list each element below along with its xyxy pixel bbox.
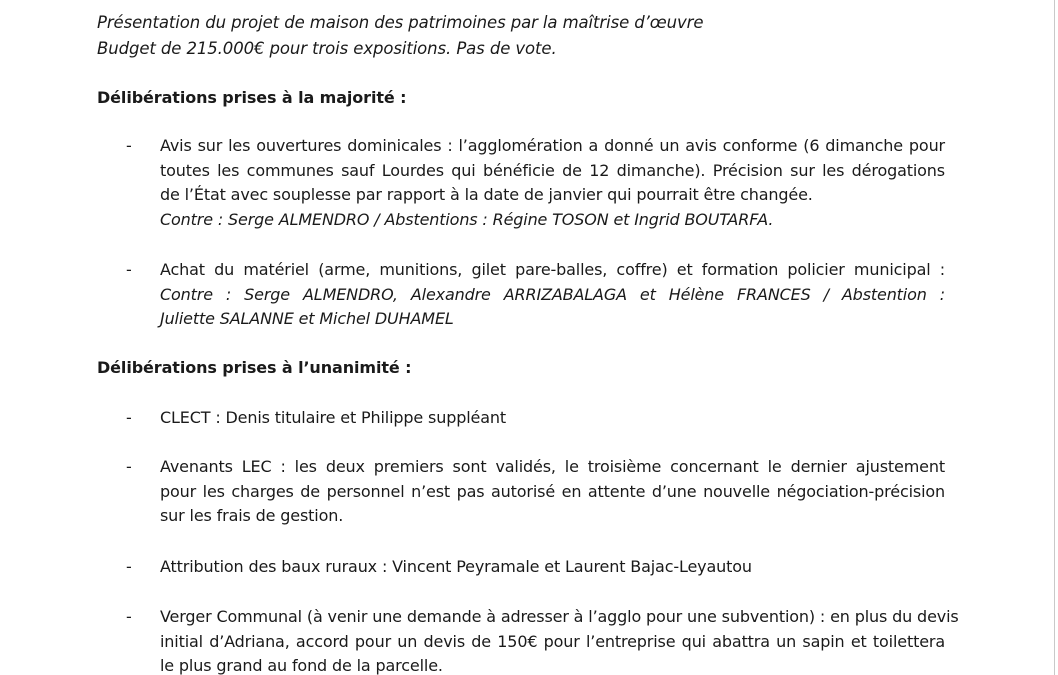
list-dash: - bbox=[126, 408, 132, 427]
list-dash: - bbox=[126, 260, 132, 279]
scan-edge-line bbox=[1054, 0, 1055, 675]
vote-line: Contre : Serge ALMENDRO / Abstentions : Régine TOSON et Ingrid BOUTARFA. bbox=[160, 209, 774, 229]
intro-paragraph bbox=[97, 10, 703, 62]
list-dash: - bbox=[126, 607, 132, 626]
text-line: pour les charges de personnel n’est pas autorisé en attente d’une nouvelle négociation-précision bbox=[160, 481, 945, 501]
text-line: Avenants LEC : les deux premiers sont validés, le troisième concernant le dernier ajustement bbox=[160, 457, 945, 476]
heading-unanimity: Délibérations prises à l’unanimité : bbox=[97, 358, 412, 377]
list-item-text bbox=[160, 455, 945, 529]
text-line: Attribution des baux ruraux : Vincent Peyramale et Laurent Bajac-Leyautou bbox=[160, 557, 752, 576]
list-item-text bbox=[160, 555, 945, 580]
text-line: Verger Communal (à venir une demande à adresser à l’agglo pour une subvention) : en plus du devis bbox=[160, 607, 959, 626]
list-dash: - bbox=[126, 457, 132, 476]
text-line: de l’État avec souplesse par rapport à la date de janvier qui pourrait être changée. bbox=[160, 185, 813, 204]
text-line: le plus grand au fond de la parcelle. bbox=[160, 656, 443, 675]
list-item-text bbox=[160, 406, 945, 431]
list-item-text bbox=[160, 605, 959, 675]
text-line: Achat du matériel (arme, munitions, gilet pare-balles, coffre) et formation policier municipal : bbox=[160, 260, 945, 279]
intro-line: Budget de 215.000€ pour trois expositions. Pas de vote. bbox=[97, 39, 557, 58]
vote-line: Juliette SALANNE et Michel DUHAMEL bbox=[160, 309, 454, 328]
text-line: CLECT : Denis titulaire et Philippe suppléant bbox=[160, 408, 506, 427]
list-item-text bbox=[160, 258, 945, 332]
intro-line: Présentation du projet de maison des patrimoines par la maîtrise d’œuvre bbox=[97, 13, 704, 32]
list-dash: - bbox=[126, 136, 132, 155]
vote-line: Contre : Serge ALMENDRO, Alexandre ARRIZABALAGA et Hélène FRANCES / Abstention : bbox=[160, 284, 945, 304]
text-line: sur les frais de gestion. bbox=[160, 506, 344, 525]
list-item-text bbox=[160, 134, 945, 232]
text-line: initial d’Adriana, accord pour un devis de 150€ pour l’entreprise qui abattra un sapin et toilettera bbox=[160, 631, 945, 651]
text-line: Avis sur les ouvertures dominicales : l’agglomération a donné un avis conforme (6 dimanche pour bbox=[160, 136, 945, 155]
list-dash: - bbox=[126, 557, 132, 576]
heading-majority: Délibérations prises à la majorité : bbox=[97, 88, 407, 107]
text-line: toutes les communes sauf Lourdes qui bénéficie de 12 dimanche). Précision sur les dérogations bbox=[160, 160, 945, 180]
